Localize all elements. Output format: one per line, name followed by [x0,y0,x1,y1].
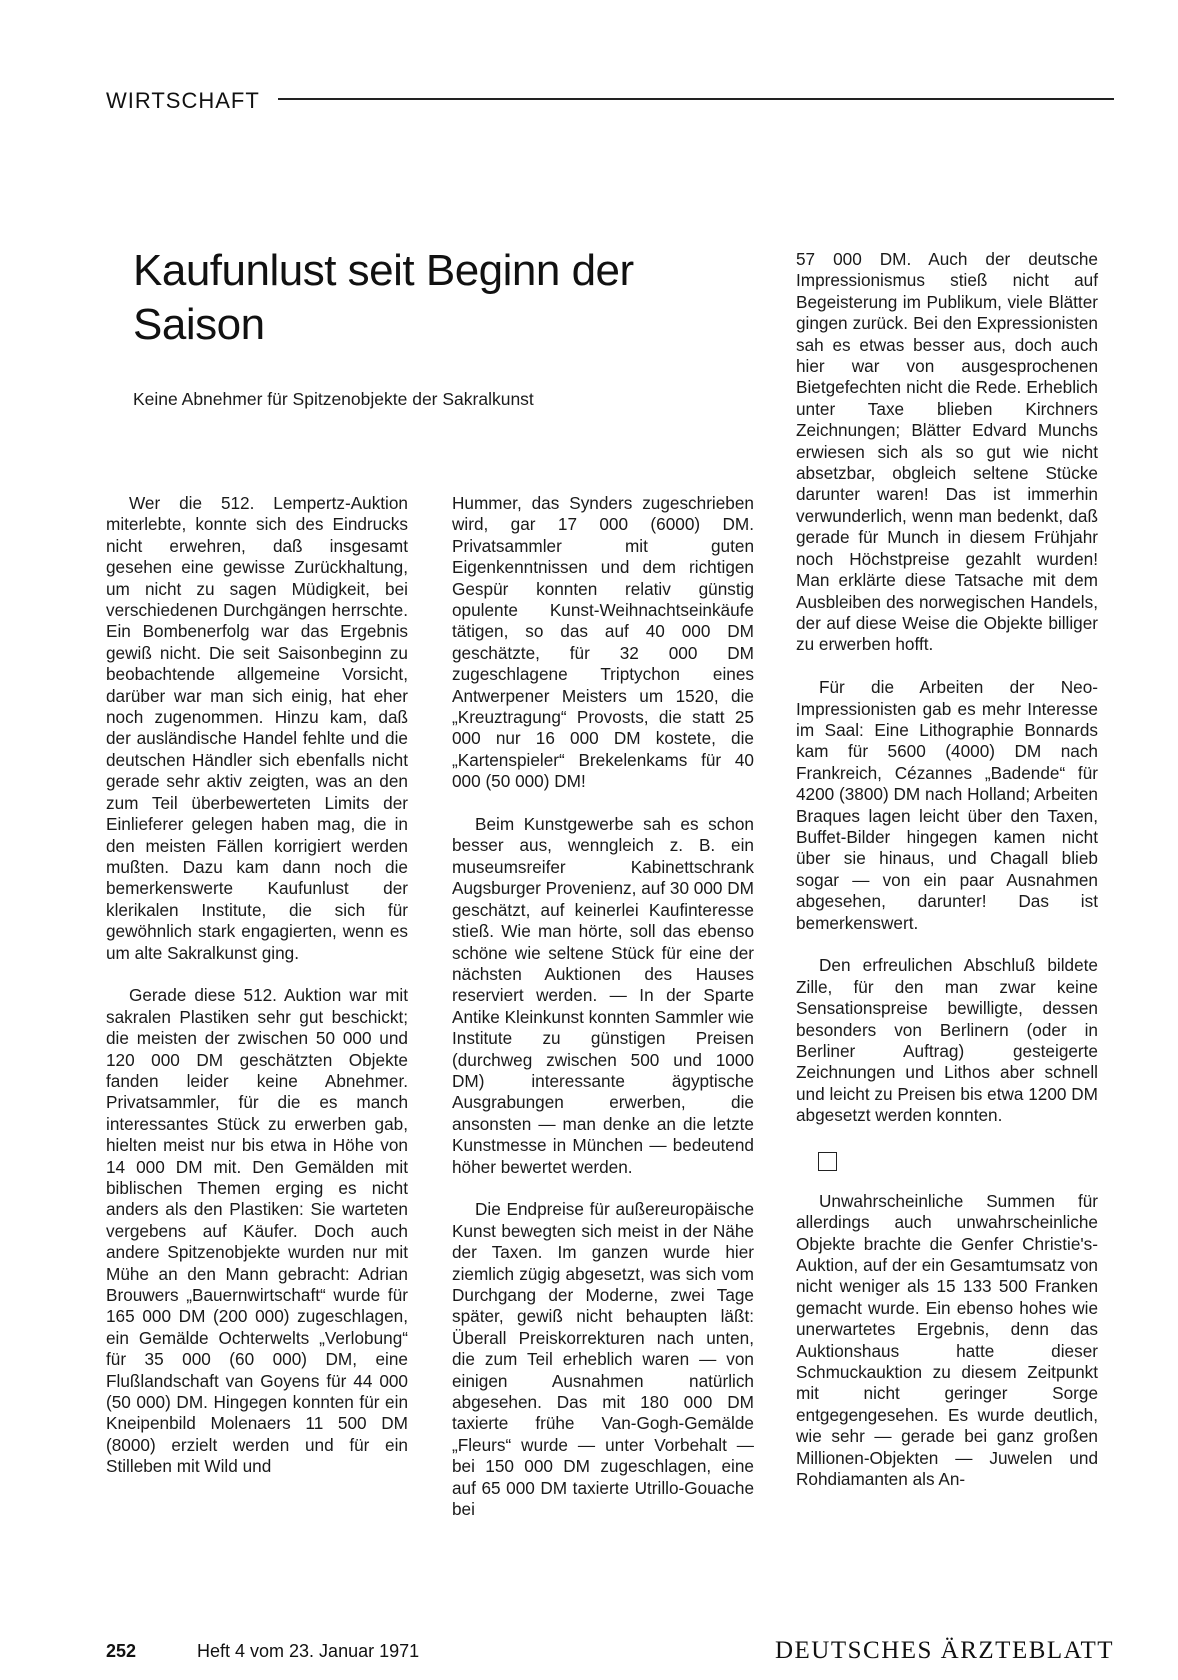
paragraph: Für die Arbeiten der Neo-Impressionisten gab es mehr Interesse im Saal: Eine Lithographie Bonnards kam für 5600 (4000) DM nach Frankreich, Cézannes „Badende“ für 4200 (3800) DM nach Holland; Arbeiten Braques lagen leicht über den Taxen, Buffet-Bilder hingegen kamen nicht über sie hinaus, und Chagall blieb sogar — von ein paar Ausnahmen abgesehen, darunter! Das ist bemerkenswert. [796,677,1098,933]
section-label: WIRTSCHAFT [106,88,260,113]
issue-info: Heft 4 vom 23. Januar 1971 [197,1641,420,1661]
article-subtitle: Keine Abnehmer für Spitzenobjekte der Sakralkunst [133,389,534,409]
paragraph: 57 000 DM. Auch der deutsche Impressionismus stieß nicht auf Begeisterung im Publikum, viele Blätter gingen zurück. Bei den Expressionisten sah es etwas besser aus, doch auch hier war von ausgesprochenen Bietgefechten nicht die Rede. Erheblich unter Taxe blieben Kirchners Zeichnungen; Blätter Edvard Munchs erwiesen sich als so gut wie nicht absetzbar, obgleich seltene Stücke darunter waren! Das ist immerhin verwunderlich, wenn man bedenkt, daß gerade für Munch in diesem Frühjahr noch Höchstpreise gezahlt wurden! Man erklärte diese Tatsache mit dem Ausbleiben des norwegischen Handels, der auf diese Weise die Objekte billiger zu erwerben hofft. [796,249,1098,655]
page-number: 252 [106,1641,137,1661]
section-rule [278,98,1114,100]
paragraph: Gerade diese 512. Auktion war mit sakralen Plastiken sehr gut beschickt; die meisten der zwischen 50 000 und 120 000 DM geschätzten Objekte fanden leider keine Abnehmer. Privatsammler, für die es manch interessantes Stück zu erwerben gab, hielten meist nur bis etwa in Höhe von 14 000 DM mit. Den Gemälden mit biblischen Themen erging es nicht anders als den Plastiken: Sie warteten vergebens auf Käufer. Doch auch andere Spitzenobjekte wurden nur mit Mühe an den Mann gebracht: Adrian Brouwers „Bauernwirtschaft“ wurde für 165 000 DM (200 000) zugeschlagen, ein Gemälde Ochterwelts „Verlobung“ für 35 000 (60 000) DM, eine Flußlandschaft van Goyens für 44 000 (50 000) DM. Hingegen konnten für ein Kneipenbild Molenaers 11 500 DM (8000) erzielt werden und für ein Stilleben mit Wild und [106,985,408,1477]
article-title: Kaufunlust seit Beginn der Saison [133,246,634,349]
paragraph: Wer die 512. Lempertz-Auktion miterlebte, konnte sich des Eindrucks nicht erwehren, daß insgesamt gesehen eine gewisse Zurückhaltung, um nicht zu sagen Müdigkeit, bei verschiedenen Durchgängen herrschte. Ein Bombenerfolg war das Ergebnis gewiß nicht. Die seit Saisonbeginn zu beobachtende allgemeine Vorsicht, darüber war man sich einig, hat eher noch zugenommen. Hinzu kam, daß der ausländische Handel fehlte und die deutschen Händler sich ebenfalls nicht gerade sehr aktiv zeigten, was an den zum Teil überbewerteten Limits der Einlieferer gelegen haben mag, die in den meisten Fällen korrigiert werden mußten. Dazu kam dann noch die bemerkenswerte Kaufunlust der klerikalen Institute, die sich für gewöhnlich stark engagierten, wenn es um alte Sakralkunst ging. [106,493,408,963]
paragraph: Unwahrscheinliche Summen für allerdings auch unwahrscheinliche Objekte brachte die Genfer Christie's-Auktion, auf der ein Gesamtumsatz von nicht weniger als 15 133 500 Franken gemacht wurde. Ein ebenso hohes wie unerwartetes Ergebnis, denn das Auktionshaus hatte dieser Schmuckauktion zu diesem Zeitpunkt mit nicht geringer Sorge entgegengesehen. Es wurde deutlich, wie sehr — gerade bei ganz großen Millionen-Objekten — Juwelen und Rohdiamanten als An- [796,1190,1098,1490]
paragraph: Die Endpreise für außereuropäische Kunst bewegten sich meist in der Nähe der Taxen. Im ganzen wurde hier ziemlich zügig abgesetzt, was sich vom Durchgang der Moderne, zwei Tage später, gewiß nicht behaupten läßt: Überall Preiskorrekturen nach unten, die zum Teil erheblich waren — von einigen Ausnahmen natürlich abgesehen. Das mit 180 000 DM taxierte frühe Van-Gogh-Gemälde „Fleurs“ wurde — unter Vorbehalt — bei 150 000 DM zugeschlagen, eine auf 65 000 DM taxierte Utrillo-Gouache bei [452,1199,754,1520]
text-column-1 [106,493,408,1499]
text-column-2 [452,493,754,1542]
section-divider [796,1148,1098,1169]
paragraph: Hummer, das Synders zugeschrieben wird, gar 17 000 (6000) DM. Privatsammler mit guten Eigenkenntnissen und dem richtigen Gespür konnten relativ günstig opulente Kunst-Weihnachtseinkäufe tätigen, so das auf 40 000 DM geschätzte, für 32 000 DM zugeschlagene Triptychon eines Antwerpener Meisters um 1520, die „Kreuztragung“ Provosts, die statt 25 000 nur 16 000 DM kostete, die „Kartenspieler“ Brekelenkams für 40 000 (50 000) DM! [452,493,754,792]
text-column-3 [796,249,1098,1512]
paragraph: Den erfreulichen Abschluß bildete Zille, für den man zwar keine Sensationspreise bewilligte, dessen besonders von Berlinern (oder in Berliner Auftrag) gesteigerte Zeichnungen und Lithos aber schnell und leicht zu Preisen bis etwa 1200 DM abgesetzt werden konnten. [796,955,1098,1126]
paragraph: Beim Kunstgewerbe sah es schon besser aus, wenngleich z. B. ein museumsreifer Kabinettschrank Augsburger Provenienz, auf 30 000 DM geschätzt, auf keinerlei Kaufinteresse stieß. Wie man hörte, soll das ebenso schöne wie seltene Stück für eine der nächsten Auktionen des Hauses reserviert werden. — In der Sparte Antike Kleinkunst konnten Sammler wie Institute zu günstigen Preisen (durchweg zwischen 500 und 1000 DM) interessante ägyptische Ausgrabungen erwerben, die ansonsten — man denke an die letzte Kunstmesse in München — bedeutend höher bewertet werden. [452,814,754,1177]
journal-name: DEUTSCHES ÄRZTEBLATT [774,1637,1114,1664]
square-ornament-icon [818,1152,837,1171]
